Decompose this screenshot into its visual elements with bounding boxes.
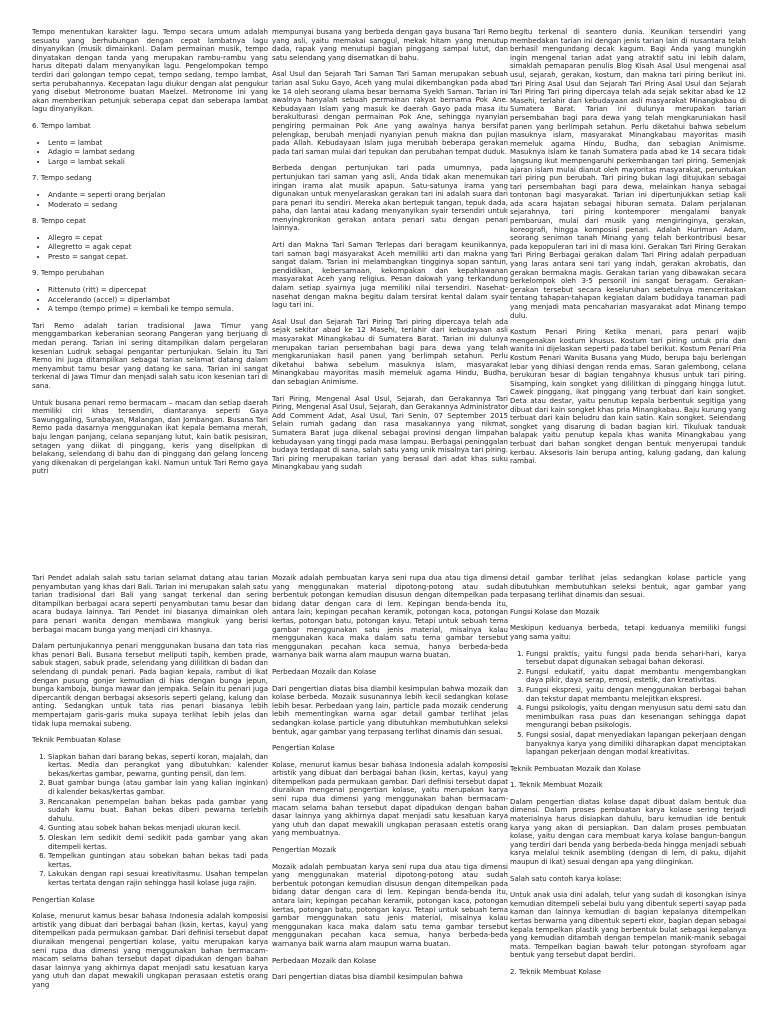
list-item: 3. Rencanakan penempelan bahan bekas pada gambar yang sudah kamu buat. Bahan bekas diberi pewarna terlebih dahulu.	[48, 798, 268, 824]
paragraph: Mozaik adalah pembuatan karya seni rupa dua atau tiga dimensi yang menggunakan material dipotong-potong atau sudah berbentuk potongan kemudian disusun dengan ditempelkan pada bidang datar dengan cara di lem. Kepingan benda-benda itu, antara lain; kepingan pecahan keramik, potongan kaca, potongan kertas, potongan batu, potongan kayu. Tetapi untuk sebuah tema gambar menggunakan satu jenis material, misalnya kalau menggunakan kaca maka dalam satu tema gambar tersebut menggunakan pecahan kaca semua, hanya berbeda-beda warnanya baik warna alam maupun warna buatan.	[272, 862, 508, 948]
paragraph: Asal Usul dan Sejarah Tari Piring Tari piring dipercaya telah ada sejak sekitar abad ke 12 Masehi, terlahir dari kebudayaan asli masyarakat Minangkabau di Sumatera Barat. Tarian ini dulunya merupakan tarian persembahan bagi para dewa yang telah mengkaruniakan hasil panen yang berlimpah setahun. Perlu diketahui bahwa sebelum masuknya islam, masyarakat Minangkabau mayoritas masih memeluk agama Hindu, Budha, dan sebagian Animisme.	[272, 317, 508, 386]
paragraph: Dari pengertian diatas bisa diambil kesimpulan bahwa	[272, 973, 463, 982]
list-item: 1. Fungsi praktis, yaitu fungsi pada benda sehari-hari, karya tersebut dapat digunakan sebagai bahan dekorasi.	[526, 650, 746, 667]
list-item: • Allegro = cepat	[48, 234, 268, 243]
list-item: 6. Tempelkan guntingan atau sobekan bahan bekas tadi pada kertas.	[48, 852, 268, 869]
list-item: • Allegretto = agak cepat	[48, 243, 268, 252]
paragraph: Kolase, menurut kamus besar bahasa Indonesia adalah komposisi artistik yang dibuat dari berbagai bahan (kain, kertas, kayu) yang ditempelkan pada permukaan gambar. Dari definisi tersebut dapat diuraikan mengenai pengertian kolase, yaitu merupakan karya seni rupa dua dimensi yang menggunakan bahan bermacam-macam selama bahan tersebut dapat dipadukan dengan bahan dasar lainnya yang akhirnya dapat menjadi satu kesatuan karya yang utuh dan dapat mewakili ungkapan perasaan estetis orang yang membuatnya.	[272, 760, 508, 838]
paragraph: Salah satu contoh karya kolase:	[510, 874, 622, 883]
paragraph: mempunyai busana yang berbeda dengan gaya busana Tari Remo yang asli, yaitu memakai sanggul, mekak hitam yang menutup dada, rapak yang menutupi bagian pinggang sampai lutut, dan satu selendang yang disematkan di bahu.	[272, 28, 508, 62]
page-top	[0, 28, 768, 516]
list-item: • A tempo (tempo prime) = kembali ke tempo semula.	[48, 305, 268, 314]
bullet-list	[48, 139, 268, 167]
list-item: • Largo = lambat sekali	[48, 158, 268, 167]
section-heading: Pengertian Kolase	[32, 895, 95, 904]
paragraph: Tari Pendet adalah salah satu tarian selamat datang atau tarian penyambutan yang khas dari Bali. Tarian ini merupakan salah satu tarian tradisional dari Bali yang sangat terkenal dan sering ditampilkan berbagai acara seperti penyambutan tamu besar dan acara budaya lainnya. Tari Pendet ini biasanya dimainkan oleh para penari wanita dengan membawa mangkuk yang berisi berbagai macam bunga yang menjadi ciri khasnya.	[32, 574, 268, 634]
column-right	[510, 574, 746, 1024]
list-item: 4. Gunting atau sobek bahan bekas menjadi ukuran kecil.	[48, 824, 268, 833]
column-left	[32, 574, 268, 1024]
list-item: • Moderato = sedang	[48, 201, 268, 210]
section-heading: Perbedaan Mozaik dan Kolase	[272, 667, 377, 676]
list-item: • Lento = lambat	[48, 139, 268, 148]
column-middle	[272, 574, 508, 1024]
section-heading: Fungsi Kolase dan Mozaik	[510, 607, 600, 616]
section-heading: Teknik Pembuatan Mozaik dan Kolase	[510, 764, 641, 773]
paragraph: Tari Piring, Mengenal Asal Usul, Sejarah, dan Gerakannya Tari Piring, Mengenal Asal Usul, Sejarah, dan Gerakannya Administrator Add Comment Adat, Asal Usul, Tari Senin, 07 September 2015 Selain rumah gadang dan rasa masakannya yang nikmat, Sumatera Barat juga dikenal sebagai provinsi dengan limpahan kebudayaan yang tinggi pada masa lampau. Berbagai peninggalan budaya terdapat di sana, salah satu yang unik misalnya tari piring. Tari piring merupakan tarian yang berasal dari adat khas suku Minangkabau yang sudah	[272, 394, 508, 472]
list-item: 2. Fungsi edukatif, yaitu dapat membantu mengembangkan daya pikir, daya serap, emosi, estetik, dan kreativitas.	[526, 668, 746, 685]
section-heading: 9. Tempo perubahan	[32, 269, 105, 278]
numbered-list	[526, 650, 746, 757]
list-item: 3. Fungsi ekspresi, yaitu dengan menggunakan berbagai bahan dan tekstur dapat membantu melejitkan ekspresi.	[526, 686, 746, 703]
paragraph: Untuk anak usia dini adalah, telur yang sudah di kosongkan isinya kemudian ditempeli sebelai bulu yang dibentuk seperti sayap pada kaman dan lainnya kemudian di bagian kepalanya ditempelkan kertas berwarna yang dibentuk seperti ekor, bagian depan sebagai kepala tempelkan plastik yang berbentuk bulat sebagai kepalanya yang kemudian ditambah dengan tempelan manik-manik sebagai mata. Tempelkan bagian bawah telur potongan styrofoam agar bentuk yang tersebut dapat berdiri.	[510, 891, 746, 960]
paragraph: Arti dan Makna Tari Saman Terlepas dari beragam keunikannya, tari saman bagi masyarakat Aceh memiliki arti dan makna yang sangat dalam. Tarian ini melambangkan tingginya sopan santun, pendidikan, kebersamaan, kekompakan dan kepahlawanan masyarakat Aceh yang religius. Pesan dakwah yang terkandung dalam setiap syairnya juga memiliki nilai tersendiri. Nasehat-nasehat dengan makna begitu dalam tersirat kental dalam syair lagu tari ini.	[272, 241, 508, 310]
paragraph: Meskipun keduanya berbeda, tetapi keduanya memiliki fungsi yang sama yaitu:	[510, 624, 746, 641]
paragraph: Asal Usul dan Sejarah Tari Saman Tari Saman merupakan sebuah tarian asal Suku Gayo, Aceh yang mulai dikembangkan pada abad ke 14 oleh seorang ulama besar bernama Syekh Saman. Tarian ini awalnya hanyalah sebuah permainan rakyat bernama Pok Ane. Kebudayaan Islam yang masuk ke daerah Gayo pada masa itu berakulturasi dengan permainan Pok Ane, sehingga nyanyian pengiring permainan Pok Ane yang awalnya hanya bersifat pelengkap, berubah menjadi nyanyian penuh makna dan pujian pada Allah. Kebudayaan Islam juga merubah beberapa gerakan pada tari saman mulai dari tepukan dan perubahan tempat duduk.	[272, 70, 508, 156]
list-item: • Presto = sangat cepat.	[48, 253, 268, 262]
page-bottom	[0, 574, 768, 1024]
paragraph: begitu terkenal di seantero dunia. Keunikan tersendiri yang membedakan tarian ini dengan jenis tarian lain di nusantara telah berhasil mengundang decak kagum. Bagi Anda yang mungkin ingin mengenal tarian adat yang atraktif satu ini lebih dalam, simaklah pemaparan penulis Blog Kisah Asal Usul mengenai asal usul, sejarah, gerakan, kostum, dan makna tari piring berikut ini. Tari Piring Asal Usul dan Sejarah Tari Piring Asal Usul dan Sejarah Tari Piring Tari piring dipercaya telah ada sejak sekitar abad ke 12 Masehi, terlahir dari kebudayaan asli masyarakat Minangkabau di Sumatera Barat. Tarian ini dulunya merupakan tarian persembahan bagi para dewa yang telah mengkaruniakan hasil panen yang berlimpah setahun. Perlu diketahui bahwa sebelum masuknya islam, masyarakat Minangkabau mayoritas masih memeluk agama Hindu, Budha, dan sebagian Animisme. Masuknya islam ke tanah Sumatera pada abad ke 14 secara tidak langsung ikut mempengaruhi perkembangan tari piring. Semenjak ajaran islam mulai dianut oleh mayoritas masyarakat, peruntukan tari piring pun berubah. Tari piring bukan lagi ditujukan sebagai tari persembahan bagi para dewa, melainkan hanya sebagai tontonan bagi masyarakat. Tarian ini dipertunjukkan setiap kali ada acara hajatan sebagai hiburan semata. Dalam perjalanan sejarahnya, tari piring kontemporer mengalami banyak pembaruan, mulai dari musik yang mengiringinya, gerakan, koreografi, hingga komposisi penari. Adalah Huriman Adam, seorang seniman tanah Minang yang telah berkontribusi besar pada kepopuleran tari ini di masa kini. Gerakan Tari Piring Gerakan Tari Piring Berbagai gerakan dalam Tari Piring adalah perpaduan yang laras antara seni tari yang indah, gerakan akrobatis, dan gerakan bermakna magis. Gerakan tarian yang dibawakan secara berkelompok oleh 3-5 personil ini sangat beragam. Gerakan-gerakan tersebut secara keseluruhan sebetulnya menceritakan tentang tahapan-tahapan kegiatan dalam budidaya tanaman padi yang menjadi mata pencaharian masyarakat adat Minang tempo dulu.	[510, 28, 746, 320]
paragraph: Dalam pengertian diatas kolase dapat dibuat dalam bentuk dua dimensi. Dalam proses pembuatan karya kolase sering terjadi materialnya harus disiapkan dahulu, baru kemudian ide bentuk karya yang akan di persiapkan. Dan dalam proses pembuatan kolase, yaitu dengan cara membuat karya kolase bangun-bangun yang terdiri dari benda yang berbeda-beda hingga menjadi sebuah karya melalui teknik asembling (dengan di lem, di paku, dijahit maupun di ikat) sesuai dengan apa yang diinginkan.	[510, 797, 746, 867]
list-item: • Andante = seperti orang berjalan	[48, 191, 268, 200]
list-item: 7. Lakukan dengan rapi sesuai kreativitasmu. Usahan tempelan kertas tertata dengan rajin sehingga hasil kolase juga rajin.	[48, 870, 268, 887]
numbered-list	[48, 753, 268, 888]
section-heading: 2. Teknik Membuat Kolase	[510, 967, 602, 976]
list-item: 2. Buat gambar bunga (atau gambar lain yang kalian inginkan) di kalender bekas/kertas gambar.	[48, 779, 268, 796]
bullet-list	[48, 234, 268, 262]
paragraph: Kolase, menurut kamus besar bahasa Indonesia adalah komposisi artistik yang dibuat dari berbagai bahan (kain, kertas, kayu) yang ditempelkan pada permukaan gambar. Dari definisi tersebut dapat diuraikan mengenai pengertian kolase, yaitu merupakan karya seni rupa dua dimensi yang menggunakan bahan bermacam-macam selama bahan tersebut dapat dipadukan dengan bahan dasar lainnya yang akhirnya dapat menjadi satu kesatuan karya yang utuh dan dapat mewakili ungkapan perasaan estetis orang yang	[32, 912, 268, 989]
paragraph: Tari Remo adalah tarian tradisional Jawa Timur yang menggambarkan keberanian seorang Pangeran yang berjuang di medan perang. Tarian ini sering ditampilkan dalam pergelaran kesenian Ludruk sebagai pengantar pertunjukan. Selain itu Tari Remo ini juga ditampilkan sebagai tarian selamat datang dalam menyambut tamu besar yang datang ke sana. Tarian ini sangat terkenal di Jawa Timur dan menjadi salah satu icon kesenian tari di sana.	[32, 321, 268, 390]
list-item: 5. Fungsi sosial, dapat menyediakan lapangan pekerjaan dengan banyaknya karya yang dimiliki diharapkan dapat menciptakan lapangan pekerjaan dengan modal kreativitas.	[526, 731, 746, 757]
list-item: • Accelerando (accel) = diperlambat	[48, 296, 268, 305]
list-item: 4. Fungsi psikologis, yaitu dengan menyusun satu demi satu dan menimbulkan rasa puas dan kesenangan sehingga dapat mengurangi beban psikologis.	[526, 704, 746, 730]
list-item: 5. Oleskan lem sedikit demi sedikit pada gambar yang akan ditempeli kertas.	[48, 834, 268, 851]
paragraph: Untuk busana penari remo bermacam – macam dan setiap daerah memiliki ciri khas tersendiri, diantaranya seperti Gaya Sawunggaling, Surabayan, Malangan, dan Jombangan. Busana Tari Remo pada dasarnya menggunakan ikat kepala bemarna merah, baju lengan panjang, celana sepanjang lutut, kain batik pesisiran, setagen yang diikat di pinggang, keris yang diselipkan di belakang, selendang di bahu dan di pinggang dan gelang lonceng yang dikenakan di pergelangan kaki. Namun untuk Tari Remo gaya putri	[32, 398, 268, 476]
paragraph: Berbeda dengan pertunjukan tari pada umumnya, pada pertunjukan tari saman yang asli, Anda tidak akan menemukan iringan irama alat musik apapun. Satu-satunya irama yang digunakan untuk menyelaraskan gerakan tari ini adalah suara dari para penari itu sendiri. Mereka akan bertepuk tangan, tepuk dada, paha, dan lantai atau kadang menyanyikan syair tersendiri untuk menyingkronkan gerakan antara penari satu dengan penari lainnya.	[272, 164, 508, 233]
section-heading: 7. Tempo sedang	[32, 174, 92, 183]
paragraph: detail gambar terlihat jelas sedangkan kolase particle yang dibutuhkan membutuhkan seleksi bentuk, agar gambar yang terpasang terlihat dinamis dan sesuai.	[510, 574, 746, 600]
bullet-list	[48, 286, 268, 314]
paragraph: Dari pengertian diatas bisa diambil kesimpulan bahwa mozaik dan kolase berbeda. Mozaik susunannya lebih kecil sedangkan kolase lebih besar. Perbedaan yang lain, particle pada mozaik cenderung lebih mementingkan warna agar detail gambar terlihat jelas sedangkan kolase particle yang dibutuhkan membutuhkan seleksi bentuk, agar gambar yang terpasang terlihat dinamis dan sesuai.	[272, 684, 508, 736]
column-left	[32, 28, 268, 516]
column-right	[510, 28, 746, 516]
list-item: • Adagio = lambat sedang	[48, 148, 268, 157]
paragraph: Dalam pertunjukannya penari menggunakan busana dan tata rias khas penari Bali. Busana tersebut meliputi tapih, kemben prade, sabuk stagen, sabuk prade, selendang yang dililitkan di badan dan selendang di pundak penari. Pada bagian kepala, rambut di ikat dengan pusung gonjer kemudian di hias dengan bunga jepun, bunga kamboja, bunga mawar dan jempaka. Selain itu penari juga dipercantik dengan berbagai aksesoris seperti gelang, kalung dan anting. Sedangkan untuk tata rias penari biasanya lebih mempertajam garis-garis muka supaya terlihat lebih jelas dan tidak lupa memakai subeng.	[32, 642, 268, 728]
section-heading: 1. Teknik Membuat Mozaik	[510, 781, 603, 790]
paragraph: Mozaik adalah pembuatan karya seni rupa dua atau tiga dimensi yang menggunakan material dipotong-potong atau sudah berbentuk potongan kemudian disusun dengan ditempelkan pada bidang datar dengan cara di lem. Kepingan benda-benda itu, antara lain; kepingan pecahan keramik, potongan kaca, potongan kertas, potongan batu, potongan kayu. Tetapi untuk sebuah tema gambar menggunakan satu jenis material, misalnya kalau menggunakan kaca maka dalam satu tema gambar tersebut menggunakan pecahan kaca semua, hanya berbeda-beda warnanya baik warna alam maupun warna buatan.	[272, 574, 508, 660]
section-heading: Perbedaan Mozaik dan Kolase	[272, 956, 377, 965]
section-heading: 8. Tempo cepat	[32, 217, 86, 226]
paragraph: Tempo menentukan karakter lagu. Tempo secara umum adalah sesuatu yang berhubungan dengan cepat lambatnya lagu dinyanyikan (musik dimainkan). Dalam permainan musik, tempo dinyatakan dengan tanda yang merupakan rambu-rambu yang harus ditepati dalam menyanyikan lagu. Pengelompokan tempo terdiri dari golongan tempo cepat, tempo sedang, tempo lambat, serta perubahannya. Kecepatan lagu diukur dengan alat pengukur yang disebut Metronome buatan Maelzel. Metronome ini yang akan memberikan petunjuk seberapa cepat dan seberapa lambat lagu dinyanyikan.	[32, 28, 268, 114]
section-heading: Pengertian Mozaik	[272, 846, 337, 855]
section-heading: Pengertian Kolase	[272, 744, 335, 753]
list-item: • Rittenuto (ritt) = dipercepat	[48, 286, 268, 295]
list-item: 1. Siapkan bahan dari barang bekas, seperti koran, majalah, dan kertas. Media dan perangkat yang dibutuhkan: kalender bekas/kertas gambar, pewarna, gunting pensil, dan lem.	[48, 753, 268, 779]
section-heading: Teknik Pembuatan Kolase	[32, 736, 121, 745]
column-middle	[272, 28, 508, 516]
paragraph: Kostum Penari Piring Ketika menari, para penari wajib mengenakan kostum khusus. Kostum tari piring untuk pria dan wanita ini dijelaskan seperti pada tabel berikut. Kostum Penari Pria Kostum Penari Wanita Busana yang Mudo, berupa baju berlengan lebar yang dihiasi dengan renda emas. Saran galembong, celana berukuran besar di bagian tengahnya khusus untuk tari piring. Sisamping, kain songket yang dililitkan di pinggang hingga lutut. Cawek pinggang, ikat pinggang yang terbuat dari kain songket. Deta atau destar, yaitu penutup kepala berbentuk segitiga yang dibuat dari kain songket khas pria Minangkabau. Baju kurung yang terbuat dari kain beludru dan kain satin. Kain songket. Selendang songket yang disarung di badan bagian kiri. Tikuluak tanduak balapak yaitu penutup kepala khas wanita Minangkabau yang terbuat dari bahan songket dengan bentuk menyerupai tanduk kerbau. Aksesoris lain berupa anting, kalung gadang, dan kalung rambai.	[510, 328, 746, 466]
section-heading: 6. Tempo lambat	[32, 121, 91, 130]
bullet-list	[48, 191, 268, 209]
